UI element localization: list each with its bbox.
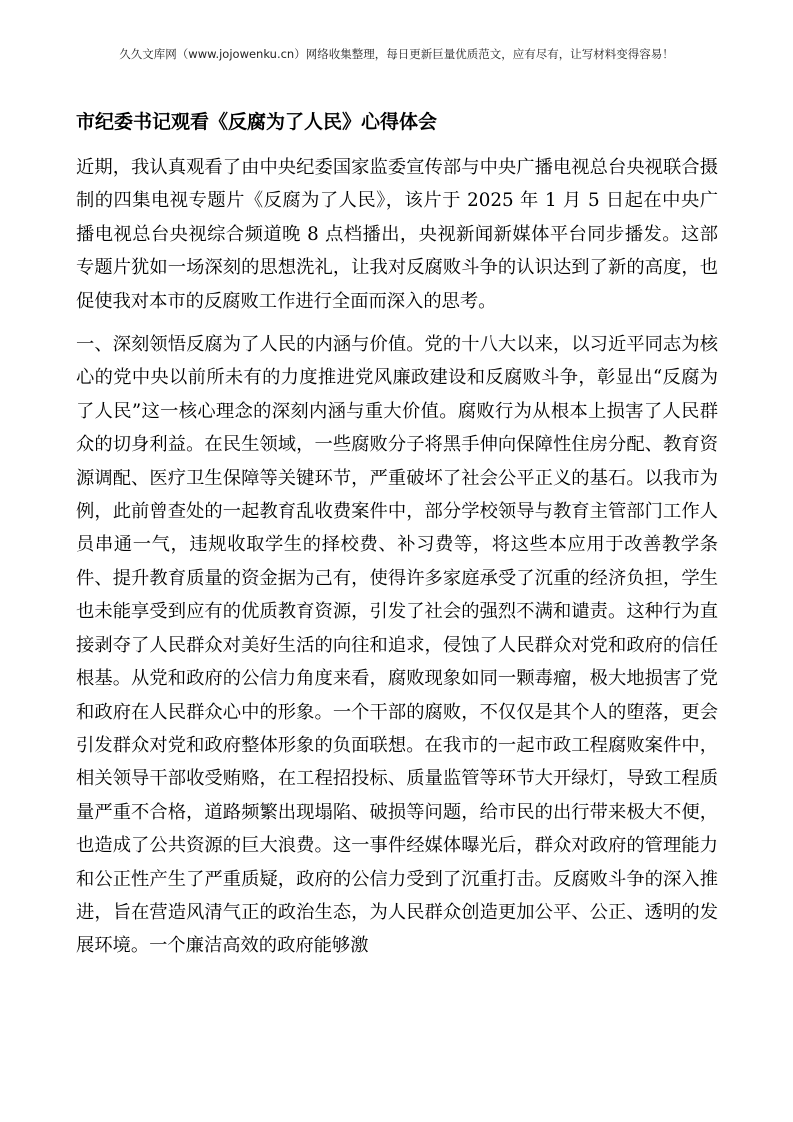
- site-header-note: 久久文库网（www.jojowenku.cn）网络收集整理，每日更新巨量优质范文，应有尽有，让写材料变得容易！: [119, 47, 674, 61]
- document-body: [76, 151, 718, 973]
- paragraph-intro: 近期，我认真观看了由中央纪委国家监委宣传部与中央广播电视总台央视联合摄制的四集电视专题片《反腐为了人民》，该片于 2025 年 1 月 5 日起在中央广播电视总台央视综合频道晚 8 点档播出，央视新闻新媒体平台同步播发。这部专题片犹如一场深刻的思想洗礼，让我对反腐败斗争的认识达到了新的高度，也促使我对本市的反腐败工作进行全面而深入的思考。: [76, 157, 718, 312]
- document-title: 市纪委书记观看《反腐为了人民》心得体会: [76, 111, 438, 133]
- paragraph-section-1: 一、深刻领悟反腐为了人民的内涵与价值。党的十八大以来，以习近平同志为核心的党中央以前所未有的力度推进党风廉政建设和反腐败斗争，彰显出“反腐为了人民”这一核心理念的深刻内涵与重大价值。腐败行为从根本上损害了人民群众的切身利益。在民生领域，一些腐败分子将黑手伸向保障性住房分配、教育资源调配、医疗卫生保障等关键环节，严重破坏了社会公平正义的基石。以我市为例，此前曾查处的一起教育乱收费案件中，部分学校领导与教育主管部门工作人员串通一气，违规收取学生的择校费、补习费等，将这些本应用于改善教学条件、提升教育质量的资金据为己有，使得许多家庭承受了沉重的经济负担，学生也未能享受到应有的优质教育资源，引发了社会的强烈不满和谴责。这种行为直接剥夺了人民群众对美好生活的向往和追求，侵蚀了人民群众对党和政府的信任根基。从党和政府的公信力角度来看，腐败现象如同一颗毒瘤，极大地损害了党和政府在人民群众心中的形象。一个干部的腐败，不仅仅是其个人的堕落，更会引发群众对党和政府整体形象的负面联想。在我市的一起市政工程腐败案件中，相关领导干部收受贿赂，在工程招投标、质量监管等环节大开绿灯，导致工程质量严重不合格，道路频繁出现塌陷、破损等问题，给市民的出行带来极大不便，也造成了公共资源的巨大浪费。这一事件经媒体曝光后，群众对政府的管理能力和公正性产生了严重质疑，政府的公信力受到了沉重打击。反腐败斗争的深入推进，旨在营造风清气正的政治生态，为人民群众创造更加公平、公正、透明的发展环境。一个廉洁高效的政府能够激: [76, 334, 718, 957]
